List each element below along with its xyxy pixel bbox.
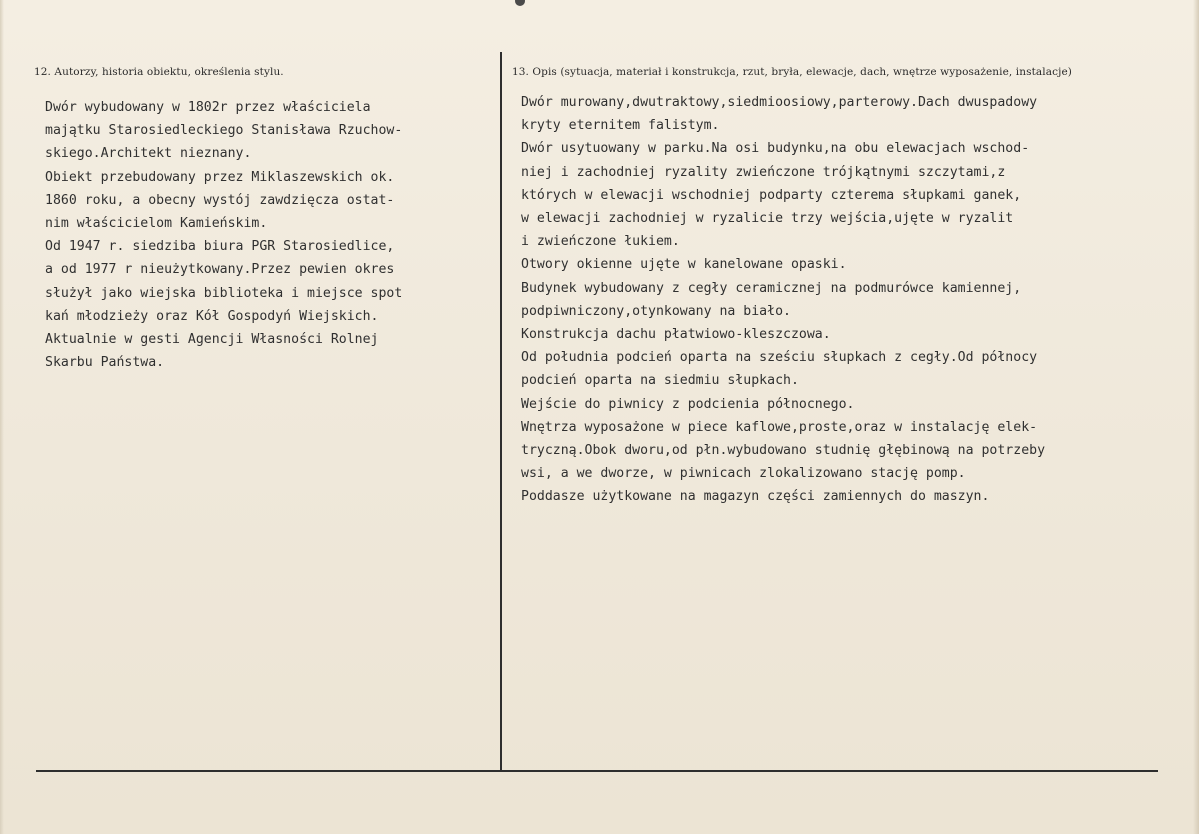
section-13-line: Dwór usytuowany w parku.Na osi budynku,na obu elewacjach wschod- [521,141,1030,157]
section-12-line: kań młodzieży oraz Kół Gospodyń Wiejskich. [45,308,379,324]
section-12-line: Obiekt przebudowany przez Miklaszewskich ok. [45,169,395,185]
section-12-heading: 12. Autorzy, historia obiektu, określenia stylu. [34,66,284,78]
card-left-edge [0,0,4,834]
section-13-line: Otwory okienne ujęte w kanelowane opaski. [521,257,847,273]
section-13-line: Wnętrza wyposażone w piece kaflowe,proste,oraz w instalację elek- [521,419,1038,435]
section-12-body [45,96,493,374]
section-13-line: Dwór murowany,dwutraktowy,siedmioosiowy,parterowy.Dach dwuspadowy [521,95,1038,110]
section-13-line: Konstrukcja dachu płatwiowo-kleszczowa. [521,327,831,343]
section-13-line: podpiwniczony,otynkowany na biało. [521,303,791,319]
section-13-line: Poddasze użytkowane na magazyn części zamiennych do maszyn. [521,489,990,505]
section-12-line: skiego.Architekt nieznany. [45,146,252,162]
section-12-line: Skarbu Państwa. [45,355,165,371]
section-12-line: a od 1977 r nieużytkowany.Przez pewien okres [45,262,395,278]
section-13-line: Budynek wybudowany z cegły ceramicznej na podmurówce kamiennej, [521,280,1022,296]
section-13-line: kryty eternitem falistym. [521,118,720,134]
section-12-line: Dwór wybudowany w 1802r przez właściciela [45,100,371,115]
section-13-line: niej i zachodniej ryzality zwieńczone trójkątnymi szczytami,z [521,164,1006,180]
section-12-line: Aktualnie w gesti Agencji Własności Rolnej [45,332,379,348]
section-13-line: wsi, a we dworze, w piwnicach zlokalizowano stację pomp. [521,466,966,482]
section-12-line: nim właścicielom Kamieńskim. [45,216,268,232]
section-12-line: 1860 roku, a obecny wystój zawdzięcza ostat- [45,192,395,208]
section-13-heading: 13. Opis (sytuacja, materiał i konstrukcja, rzut, bryła, elewacje, dach, wnętrze wyposażenie, instalacje) [512,66,1072,78]
section-13-line: podcień oparta na siedmiu słupkach. [521,373,799,389]
section-13-line: i zwieńczone łukiem. [521,234,680,250]
column-divider [500,52,502,770]
card-right-edge [1193,0,1199,834]
section-13-line: w elewacji zachodniej w ryzalicie trzy wejścia,ujęte w ryzalit [521,211,1014,227]
section-13-line: Od południa podcień oparta na sześciu słupkach z cegły.Od północy [521,350,1038,366]
section-13-line: tryczną.Obok dworu,od płn.wybudowano studnię głębinową na potrzeby [521,443,1046,459]
section-13-line: których w elewacji wschodniej podparty czterema słupkami ganek, [521,187,1022,203]
section-13-line: Wejście do piwnicy z podcienia północnego. [521,396,855,412]
bottom-rule [36,770,1158,772]
section-12-line: służył jako wiejska biblioteka i miejsce spot [45,285,403,301]
section-12-line: Od 1947 r. siedziba biura PGR Starosiedlice, [45,239,395,255]
section-12-line: majątku Starosiedleckiego Stanisława Rzuchow- [45,123,403,139]
section-13-body [521,91,1186,509]
punch-hole-mark [515,0,525,6]
